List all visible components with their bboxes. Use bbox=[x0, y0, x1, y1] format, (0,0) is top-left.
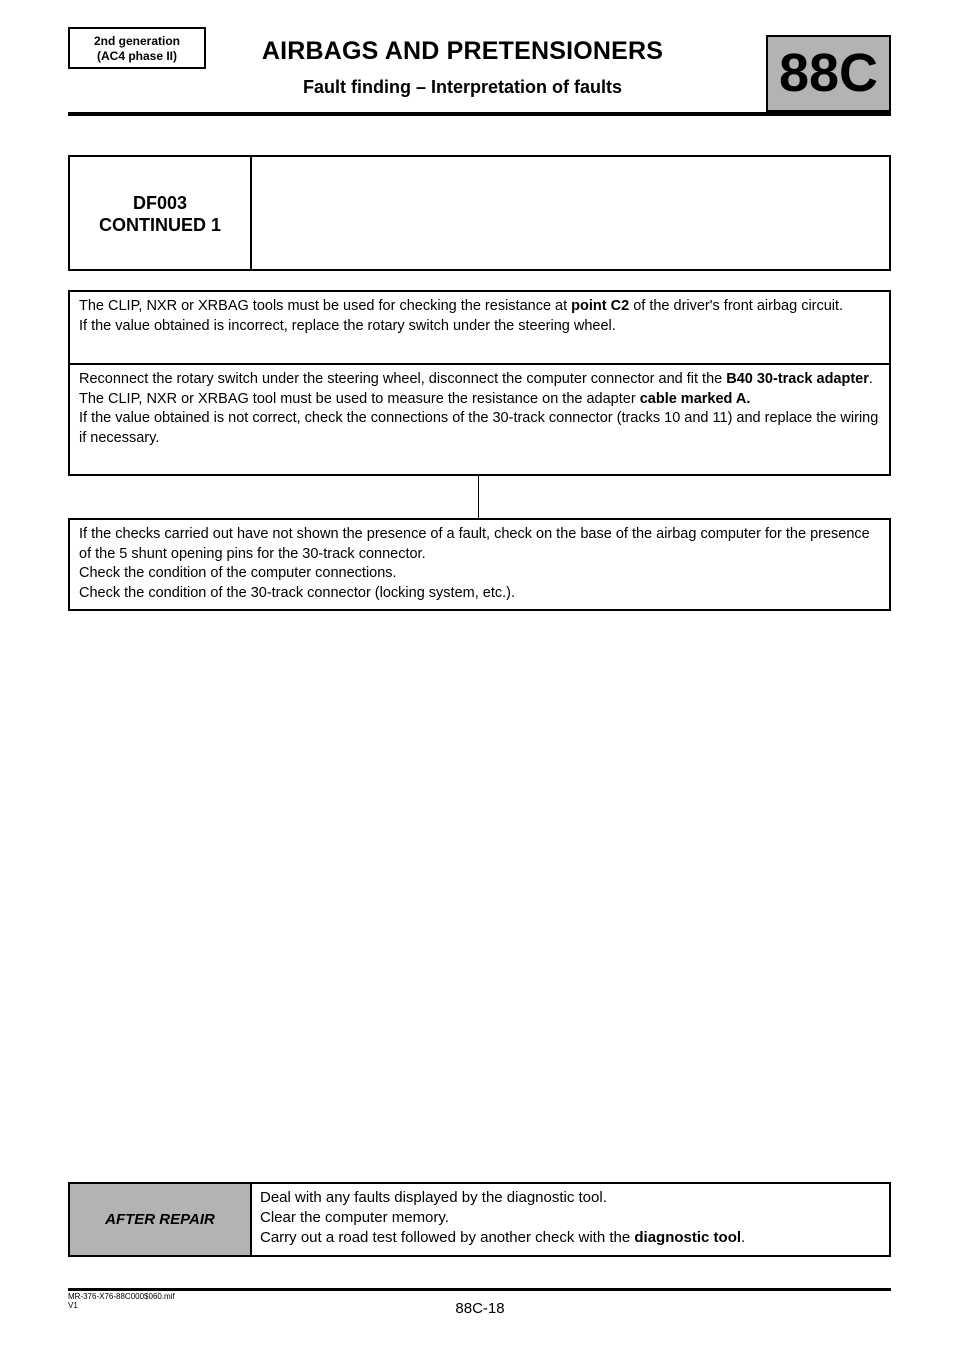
text-span: The CLIP, NXR or XRBAG tools must be used for checking the resistance at bbox=[79, 298, 572, 314]
text-span: of the driver's front airbag circuit. bbox=[629, 298, 844, 314]
flow-connector-line bbox=[478, 476, 479, 518]
text-span: Reconnect the rotary switch under the steering wheel, disconnect the computer connector and fit the bbox=[79, 371, 727, 387]
procedure-text bbox=[79, 297, 880, 317]
page-title: AIRBAGS AND PRETENSIONERS bbox=[261, 37, 664, 65]
section-code-badge: 88C bbox=[766, 35, 891, 112]
text-span: . bbox=[868, 371, 873, 387]
version-label: V1 bbox=[68, 1301, 78, 1310]
text-span: . bbox=[741, 1229, 746, 1246]
fault-header-box bbox=[68, 155, 891, 271]
text-span: Carry out a road test followed by another check with the bbox=[260, 1229, 635, 1246]
highlight-term: cable marked A. bbox=[639, 390, 751, 407]
check-text: If the checks carried out have not shown the presence of a fault, check on the base of the airbag computer for the presence of the 5 shunt opening pins for the 30-track connector. bbox=[79, 526, 870, 562]
header-divider bbox=[68, 112, 891, 116]
generation-line2: (AC4 phase II) bbox=[96, 49, 177, 63]
fault-status: CONTINUED 1 bbox=[98, 215, 221, 235]
procedure-text bbox=[79, 370, 880, 390]
highlight-term: diagnostic tool bbox=[634, 1229, 742, 1246]
fault-code: DF003 bbox=[132, 193, 188, 213]
check-text: Check the condition of the computer connections. bbox=[79, 565, 397, 581]
text-span: The CLIP, NXR or XRBAG tool must be used to measure the resistance on the adapter bbox=[79, 390, 640, 407]
procedure-text: If the value obtained is not correct, check the connections of the 30-track connector (tracks 10 and 11) and replace the wiring if necessary. bbox=[79, 410, 879, 446]
highlight-term: point C2 bbox=[571, 298, 630, 314]
fault-id-cell bbox=[70, 157, 252, 269]
instruction-line bbox=[260, 1228, 881, 1248]
instruction-line: Deal with any faults displayed by the diagnostic tool. bbox=[260, 1189, 607, 1206]
procedure-section-2 bbox=[70, 365, 889, 453]
page-subtitle: Fault finding – Interpretation of faults bbox=[303, 77, 622, 97]
procedure-box bbox=[68, 290, 891, 476]
highlight-term: B40 30-track adapter bbox=[726, 371, 869, 387]
generation-line1: 2nd generation bbox=[93, 34, 180, 48]
final-checks-box bbox=[68, 518, 891, 611]
after-repair-instructions bbox=[260, 1188, 881, 1248]
after-repair-label: AFTER REPAIR bbox=[70, 1184, 252, 1255]
check-text: Check the condition of the 30-track connector (locking system, etc.). bbox=[79, 584, 516, 601]
procedure-text: If the value obtained is incorrect, replace the rotary switch under the steering wheel. bbox=[79, 317, 616, 334]
file-ref: MR-376-X76-88C000$060.mif bbox=[68, 1292, 175, 1301]
generation-box bbox=[68, 27, 206, 69]
procedure-text bbox=[79, 390, 880, 410]
footer-divider bbox=[68, 1288, 891, 1291]
page-number: 88C-18 bbox=[455, 1300, 505, 1317]
instruction-line: Clear the computer memory. bbox=[260, 1209, 449, 1226]
document-reference bbox=[68, 1292, 175, 1310]
after-repair-box bbox=[68, 1182, 891, 1257]
procedure-section-1 bbox=[70, 292, 889, 365]
